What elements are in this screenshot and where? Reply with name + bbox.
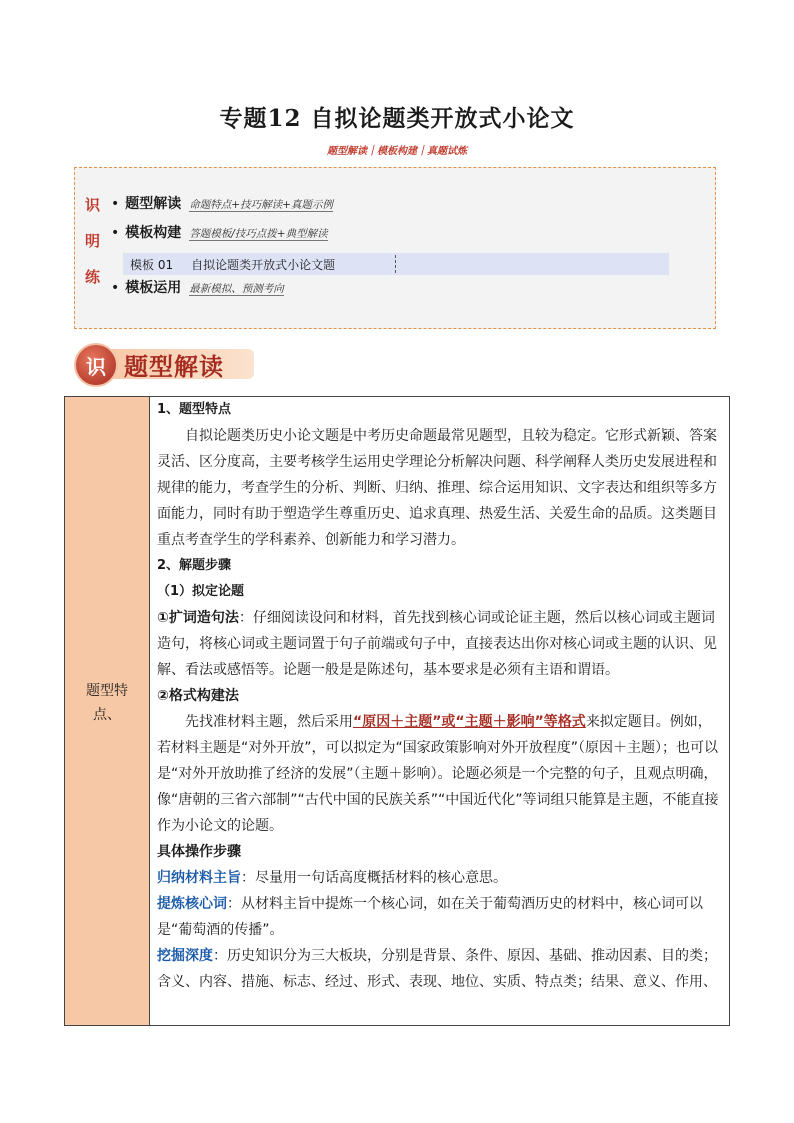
nav-item-desc: 答题模板/技巧点拨+典型解读 — [189, 228, 328, 240]
nav-item-label: 题型解读 — [125, 196, 182, 212]
step-3-label: 挖掘深度 — [157, 948, 213, 964]
nav-item-analysis[interactable] — [111, 193, 333, 213]
side-char-2: 明 — [85, 232, 101, 250]
step-2-text: ：从材料主旨中提炼一个核心词，如在关于葡萄酒历史的材料中，核心词可以是“葡萄酒的传播”。 — [157, 896, 703, 938]
side-characters — [85, 194, 107, 302]
table-header-cell — [65, 397, 150, 1025]
side-char-1: 识 — [85, 196, 101, 214]
bullet-icon: • — [111, 196, 120, 212]
nav-item-label: 模板构建 — [125, 225, 182, 241]
paragraph-method-2 — [157, 709, 723, 839]
step-2-label: 提炼核心词 — [157, 896, 227, 912]
page-subtitle: 题型解读｜模板构建｜真题试炼 — [327, 146, 467, 157]
table-header-line-2: 点、 — [93, 707, 121, 723]
dashed-separator — [395, 255, 396, 273]
section-header-text: 题型解读 — [124, 352, 224, 381]
method-2-text-a: 先找准材料主题，然后采用 — [185, 714, 353, 730]
nav-item-desc: 最新模拟、预测考向 — [189, 283, 284, 295]
step-3-text: ：历史知识分为三大板块，分别是背景、条件、原因、基础、推动因素、目的类；含义、内容、措施、标志、经过、形式、表现、地位、实质、特点类；结果、意义、作用、 — [157, 948, 717, 990]
method-1-label: ①扩词造句法 — [157, 610, 239, 626]
heading-features: 1、题型特点 — [157, 402, 232, 417]
contents-box — [74, 167, 716, 329]
paragraph-method-1 — [157, 605, 723, 683]
nav-item-practice[interactable] — [111, 277, 284, 297]
heading-topic: （1）拟定论题 — [157, 584, 245, 599]
page-title: 专题12 自拟论题类开放式小论文 — [219, 105, 575, 132]
side-char-3: 练 — [85, 268, 101, 286]
step-1 — [157, 865, 723, 891]
method-2-text-b: 来拟定题目。例如，若材料主题是“对外开放”，可以拟定为“国家政策影响对外开放程度”（原因＋主题）；也可以是“对外开放助推了经济的发展”（主题＋影响）。论题必须是一个完整的句子，且观点明确，像“唐朝的三省六部制”“古代中国的民族关系”“中国近代化”等词组只能算是主题，不能直接作为小论文的论题。 — [157, 714, 719, 834]
template-link[interactable] — [123, 253, 669, 275]
badge-seal-icon: 识 — [74, 343, 118, 387]
step-3 — [157, 943, 723, 995]
step-2 — [157, 891, 723, 943]
method-2-emphasis: “原因＋主题”或“主题＋影响”等格式 — [353, 714, 586, 730]
step-1-text: ：尽量用一句话高度概括材料的核心意思。 — [241, 870, 507, 886]
template-name: 自拟论题类开放式小论文题 — [191, 257, 336, 272]
template-code: 模板 01 — [130, 257, 174, 272]
method-1-text: ：仔细阅读设问和材料，首先找到核心词或论证主题，然后以核心词或主题词造句，将核心词或主题词置于句子前端或句子中，直接表达出你对核心词或主题的认识、见解、看法或感悟等。论题一般是是陈述句，基本要求是必须有主语和谓语。 — [157, 610, 717, 678]
paragraph-features: 自拟论题类历史小论文题是中考历史命题最常见题型，且较为稳定。它形式新颖、答案灵活、区分度高，主要考核学生运用史学理论分析解决问题、科学阐释人类历史发展进程和规律的能力，考查学生的分析、判断、归纳、推理、综合运用知识、文字表达和组织等多方面能力，同时有助于塑造学生尊重历史、追求真理、热爱生活、关爱生命的品质。这类题目重点考查学生的学科素养、创新能力和学习潜力。 — [157, 428, 717, 548]
nav-item-desc: 命题特点+技巧解读+真题示例 — [189, 199, 333, 211]
table-content-cell — [157, 397, 723, 995]
heading-operation: 具体操作步骤 — [157, 844, 241, 860]
section-header-badge — [72, 343, 256, 385]
table-header-line-1: 题型特 — [86, 683, 128, 699]
nav-item-template[interactable] — [111, 222, 328, 242]
step-1-label: 归纳材料主旨 — [157, 870, 241, 886]
content-table — [64, 396, 730, 1026]
bullet-icon: • — [111, 280, 120, 296]
method-2-label: ②格式构建法 — [157, 688, 239, 704]
table-header-label — [65, 679, 149, 727]
bullet-icon: • — [111, 225, 120, 241]
nav-item-label: 模板运用 — [125, 280, 182, 296]
heading-steps: 2、解题步骤 — [157, 558, 232, 573]
